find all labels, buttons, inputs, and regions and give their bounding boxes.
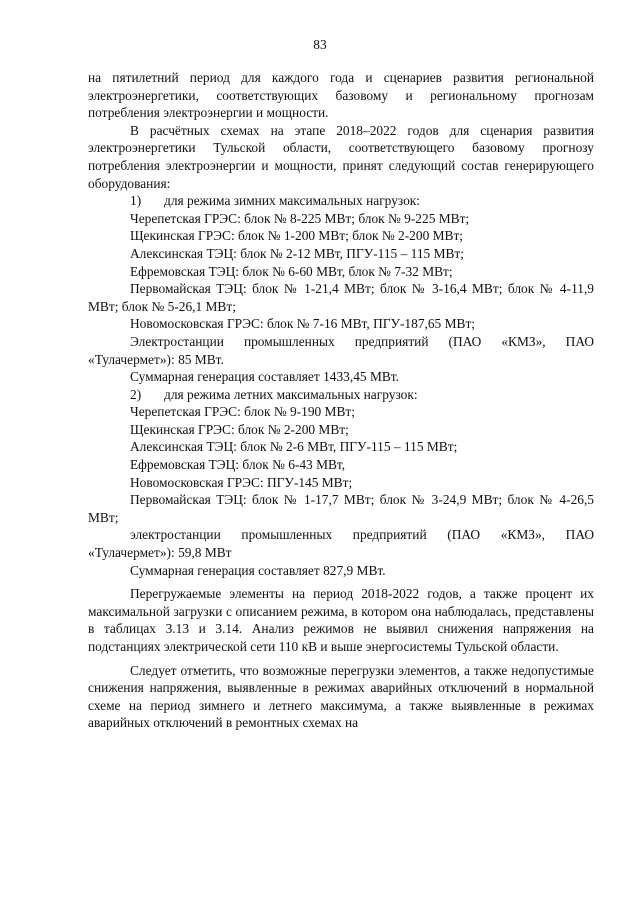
paragraph-overloads: Перегружаемые элементы на период 2018-2022 годов, а также процент их максимальной загрузки с описанием режима, в котором она наблюдалась, представлены в таблицах 3.13 и 3.14. Анализ режимов не выявил снижения напряжения на подстанциях электрической сети 110 кВ и выше энергосистемы Тульской области.: [88, 586, 594, 654]
summer-total: Суммарная генерация составляет 827,9 МВт.: [130, 562, 386, 578]
winter-line: Первомайская ТЭЦ: блок № 1-21,4 МВт; блок № 3-16,4 МВт; блок № 4-11,9 МВт; блок № 5-26,1 МВт;: [88, 281, 594, 314]
list-item-winter: [88, 192, 594, 210]
summer-line: Новомосковская ГРЭС: ПГУ-145 МВт;: [130, 474, 353, 490]
list-number: 2): [130, 386, 142, 402]
winter-line: Алексинская ТЭЦ: блок № 2-12 МВт, ПГУ-115 – 115 МВт;: [130, 245, 464, 261]
summer-line: электростанции промышленных предприятий (ПАО «КМЗ», ПАО «Тулачермет»): 59,8 МВт: [88, 527, 594, 561]
winter-line: Ефремовская ТЭЦ: блок № 6-60 МВт, блок № 7-32 МВт;: [130, 263, 453, 279]
body-text: [88, 69, 594, 732]
summer-line: Алексинская ТЭЦ: блок № 2-6 МВт, ПГУ-115 – 115 МВт;: [130, 439, 458, 455]
paragraph-note: Следует отметить, что возможные перегрузки элементов, а также недопустимые снижения напряжения, выявленные в режимах аварийных отключений в нормальной схеме на период зимнего и летнего максимума, а также выявленные в режимах аварийных отключений в ремонтных схемах на: [88, 662, 594, 731]
list-number: 1): [130, 193, 142, 209]
summer-line: Черепетская ГРЭС: блок № 9-190 МВт;: [130, 404, 355, 420]
list-item-title: для режима зимних максимальных нагрузок:: [164, 193, 421, 209]
paragraph-continuation: на пятилетний период для каждого года и сценариев развития региональной электроэнергетики, соответствующих базовому и региональному прогнозам потребления электроэнергии и мощности.: [88, 70, 594, 121]
page-number: 83: [313, 37, 327, 52]
paragraph-generation-intro: В расчётных схемах на этапе 2018–2022 годов для сценария развития электроэнергетики Тульской области, соответствующего базовому прогнозу потребления электроэнергии и мощности, принят следующий состав генерирующего оборудования:: [88, 122, 594, 191]
list-item-title: для режима летних максимальных нагрузок:: [164, 386, 418, 402]
winter-total: Суммарная генерация составляет 1433,45 МВт.: [130, 369, 399, 385]
summer-line: Ефремовская ТЭЦ: блок № 6-43 МВт,: [130, 457, 346, 473]
summer-line: Первомайская ТЭЦ: блок № 1-17,7 МВт; блок № 3-24,9 МВт; блок № 4-26,5 МВт;: [88, 492, 594, 525]
winter-line: Щекинская ГРЭС: блок № 1-200 МВт; блок № 2-200 МВт;: [130, 228, 464, 244]
winter-line: Черепетская ГРЭС: блок № 8-225 МВт; блок № 9-225 МВт;: [130, 210, 470, 226]
winter-line: Новомосковская ГРЭС: блок № 7-16 МВт, ПГУ-187,65 МВт;: [130, 316, 476, 332]
winter-line: Электростанции промышленных предприятий (ПАО «КМЗ», ПАО «Тулачермет»): 85 МВт.: [88, 333, 594, 367]
list-item-summer: [88, 386, 594, 404]
summer-line: Щекинская ГРЭС: блок № 2-200 МВт;: [130, 421, 349, 437]
